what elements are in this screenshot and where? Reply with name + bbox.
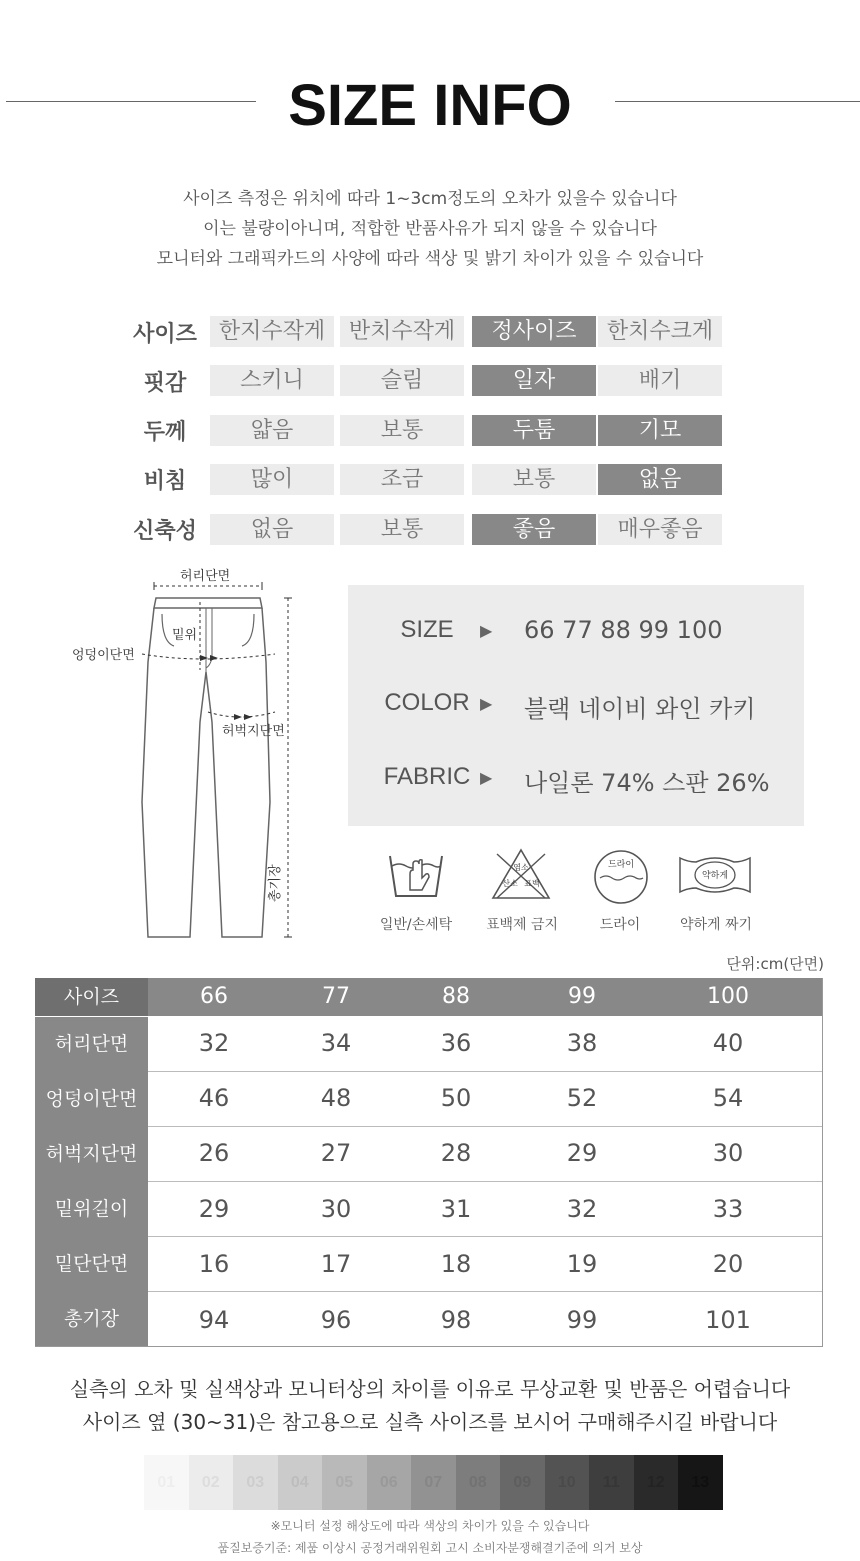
- table-cell: 32: [198, 1029, 230, 1057]
- table-cell: 32: [566, 1195, 598, 1223]
- notice-line-2: 이는 불량이아니며, 적합한 반품사유가 되지 않을 수 있습니다: [203, 219, 657, 239]
- table-cell: 52: [566, 1084, 598, 1112]
- care-label-gentle-wring: 약하게 짜기: [679, 917, 753, 933]
- tone-swatch: 13: [678, 1455, 723, 1510]
- attr-option: 배기: [598, 365, 722, 396]
- table-row-label: 허벅지단면: [35, 1127, 148, 1182]
- notice-line-1: 사이즈 측정은 위치에 따라 1~3cm정도의 오차가 있을수 있습니다: [183, 189, 677, 209]
- tone-swatch: 07: [411, 1455, 456, 1510]
- table-cell: 31: [440, 1195, 472, 1223]
- attr-option: 많이: [210, 464, 334, 495]
- table-cell: 99: [566, 1306, 598, 1334]
- table-row-label: 허리단면: [35, 1017, 148, 1072]
- table-cell: 94: [198, 1306, 230, 1334]
- table-cell: 29: [566, 1139, 598, 1167]
- info-key-color: COLOR: [384, 689, 470, 716]
- info-arrow: ▶: [480, 621, 493, 640]
- table-cell: 20: [712, 1250, 744, 1278]
- info-arrow: ▶: [480, 768, 493, 787]
- table-cell: 19: [566, 1250, 598, 1278]
- tone-swatch: 11: [589, 1455, 634, 1510]
- table-header-size: 66: [200, 984, 228, 1009]
- attr-option: 얇음: [210, 415, 334, 446]
- care-label-no-bleach: 표백제 금지: [485, 917, 559, 933]
- attr-option-selected: 기모: [598, 415, 722, 446]
- tone-swatch: 06: [367, 1455, 412, 1510]
- table-cell: 38: [566, 1029, 598, 1057]
- table-right-border: [822, 978, 823, 1347]
- attr-option: 매우좋음: [598, 514, 722, 545]
- attr-option: 스키니: [210, 365, 334, 396]
- table-bottom-border: [35, 1346, 823, 1347]
- table-cell: 36: [440, 1029, 472, 1057]
- table-cell: 98: [440, 1306, 472, 1334]
- info-value-color: 블랙 네이비 와인 카키: [524, 695, 756, 723]
- tone-swatch: 04: [278, 1455, 323, 1510]
- table-cell: 46: [198, 1084, 230, 1112]
- attr-option-selected: 두툼: [472, 415, 596, 446]
- no-bleach-icon: [489, 846, 553, 902]
- table-cell: 28: [440, 1139, 472, 1167]
- attr-option: 한지수작게: [210, 316, 334, 347]
- tone-swatch: 09: [500, 1455, 545, 1510]
- table-row-label: 밑단단면: [35, 1237, 148, 1292]
- attr-label-thickness: 두께: [143, 420, 187, 445]
- attr-option: 보통: [340, 415, 464, 446]
- page-title: SIZE INFO: [288, 73, 572, 138]
- attr-option: 한치수크게: [598, 316, 722, 347]
- table-cell: 33: [712, 1195, 744, 1223]
- no-bleach-text-right: 표백: [524, 879, 540, 888]
- footer-notice-1: 실측의 오차 및 실색상과 모니터상의 차이를 이유로 무상교환 및 반품은 어렵습니다: [69, 1377, 791, 1401]
- table-header-label: 사이즈: [35, 978, 148, 1016]
- table-cell: 34: [320, 1029, 352, 1057]
- quality-note: 품질보증기준: 제품 이상시 공정거래위원회 고시 소비자분쟁해결기준에 의거 보상: [217, 1541, 643, 1555]
- table-cell: 16: [198, 1250, 230, 1278]
- attr-option: 반치수작게: [340, 316, 464, 347]
- footer-notice-2: 사이즈 옆 (30~31)은 참고용으로 실측 사이즈를 보시어 구매해주시길 바랍니다: [82, 1410, 778, 1434]
- attr-label-fit: 핏감: [143, 371, 187, 396]
- dry-clean-icon: [592, 848, 650, 906]
- table-cell: 18: [440, 1250, 472, 1278]
- table-cell: 54: [712, 1084, 744, 1112]
- attr-label-sheer: 비침: [143, 469, 187, 494]
- table-row-label: 총기장: [35, 1292, 148, 1347]
- table-cell: 50: [440, 1084, 472, 1112]
- tone-swatch: 02: [189, 1455, 234, 1510]
- table-row-label: 밑위길이: [35, 1182, 148, 1237]
- pants-diagram: [50, 562, 310, 947]
- tone-swatch: 05: [322, 1455, 367, 1510]
- table-cell: 17: [320, 1250, 352, 1278]
- info-key-fabric: FABRIC: [383, 763, 471, 790]
- tone-swatch: 01: [144, 1455, 189, 1510]
- table-row-divider: [148, 1236, 823, 1237]
- attr-option: 보통: [340, 514, 464, 545]
- table-header-size: 77: [322, 984, 350, 1009]
- table-cell: 29: [198, 1195, 230, 1223]
- table-header-size: 88: [442, 984, 470, 1009]
- tone-swatch: 10: [545, 1455, 590, 1510]
- info-key-size: SIZE: [400, 616, 454, 643]
- diagram-label-hip: 엉덩이단면: [72, 648, 135, 663]
- unit-label: 단위:cm(단면): [726, 955, 824, 973]
- table-row-label: 엉덩이단면: [35, 1072, 148, 1127]
- table-cell: 27: [320, 1139, 352, 1167]
- attr-option-selected: 정사이즈: [472, 316, 596, 347]
- attr-option-selected: 없음: [598, 464, 722, 495]
- attr-label-stretch: 신축성: [133, 519, 197, 544]
- attr-option: 슬림: [340, 365, 464, 396]
- table-cell: 96: [320, 1306, 352, 1334]
- attr-option: 보통: [472, 464, 596, 495]
- tone-swatch: 12: [634, 1455, 679, 1510]
- table-cell: 30: [320, 1195, 352, 1223]
- attr-option-selected: 일자: [472, 365, 596, 396]
- care-label-dry-clean: 드라이: [599, 917, 641, 933]
- gentle-wring-text: 약하게: [701, 871, 729, 881]
- table-header-size: 100: [707, 984, 749, 1009]
- notice-line-3: 모니터와 그래픽카드의 사양에 따라 색상 및 밝기 차이가 있을 수 있습니다: [156, 249, 704, 269]
- monitor-note: ※모니터 설정 해상도에 따라 색상의 차이가 있을 수 있습니다: [270, 1519, 590, 1533]
- diagram-label-length: 총기장: [268, 864, 283, 902]
- table-row-divider: [148, 1291, 823, 1292]
- table-row-divider: [148, 1071, 823, 1072]
- hand-wash-icon: [386, 850, 446, 902]
- care-label-hand-wash: 일반/손세탁: [379, 917, 453, 933]
- table-header-size: 99: [568, 984, 596, 1009]
- table-row-divider: [148, 1181, 823, 1182]
- attr-option-selected: 좋음: [472, 514, 596, 545]
- attr-option: 없음: [210, 514, 334, 545]
- diagram-label-waist: 허리단면: [180, 569, 231, 584]
- diagram-label-rise: 밑위: [172, 628, 198, 643]
- dry-clean-text: 드라이: [607, 860, 635, 870]
- no-bleach-text-left: 산소: [502, 879, 518, 888]
- info-value-size: 66 77 88 99 100: [524, 616, 723, 644]
- gentle-wring-icon: [676, 852, 754, 898]
- table-cell: 26: [198, 1139, 230, 1167]
- table-cell: 30: [712, 1139, 744, 1167]
- attr-label-size: 사이즈: [133, 322, 197, 347]
- table-cell: 48: [320, 1084, 352, 1112]
- tone-swatch: 03: [233, 1455, 278, 1510]
- attr-option: 조금: [340, 464, 464, 495]
- table-row-divider: [148, 1126, 823, 1127]
- info-value-fabric: 나일론 74% 스판 26%: [524, 769, 770, 797]
- table-cell: 40: [712, 1029, 744, 1057]
- table-cell: 101: [705, 1306, 751, 1334]
- info-arrow: ▶: [480, 694, 493, 713]
- tone-swatch: 08: [456, 1455, 501, 1510]
- diagram-label-thigh: 허벅지단면: [222, 724, 285, 739]
- no-bleach-text-top: 염소: [513, 863, 529, 872]
